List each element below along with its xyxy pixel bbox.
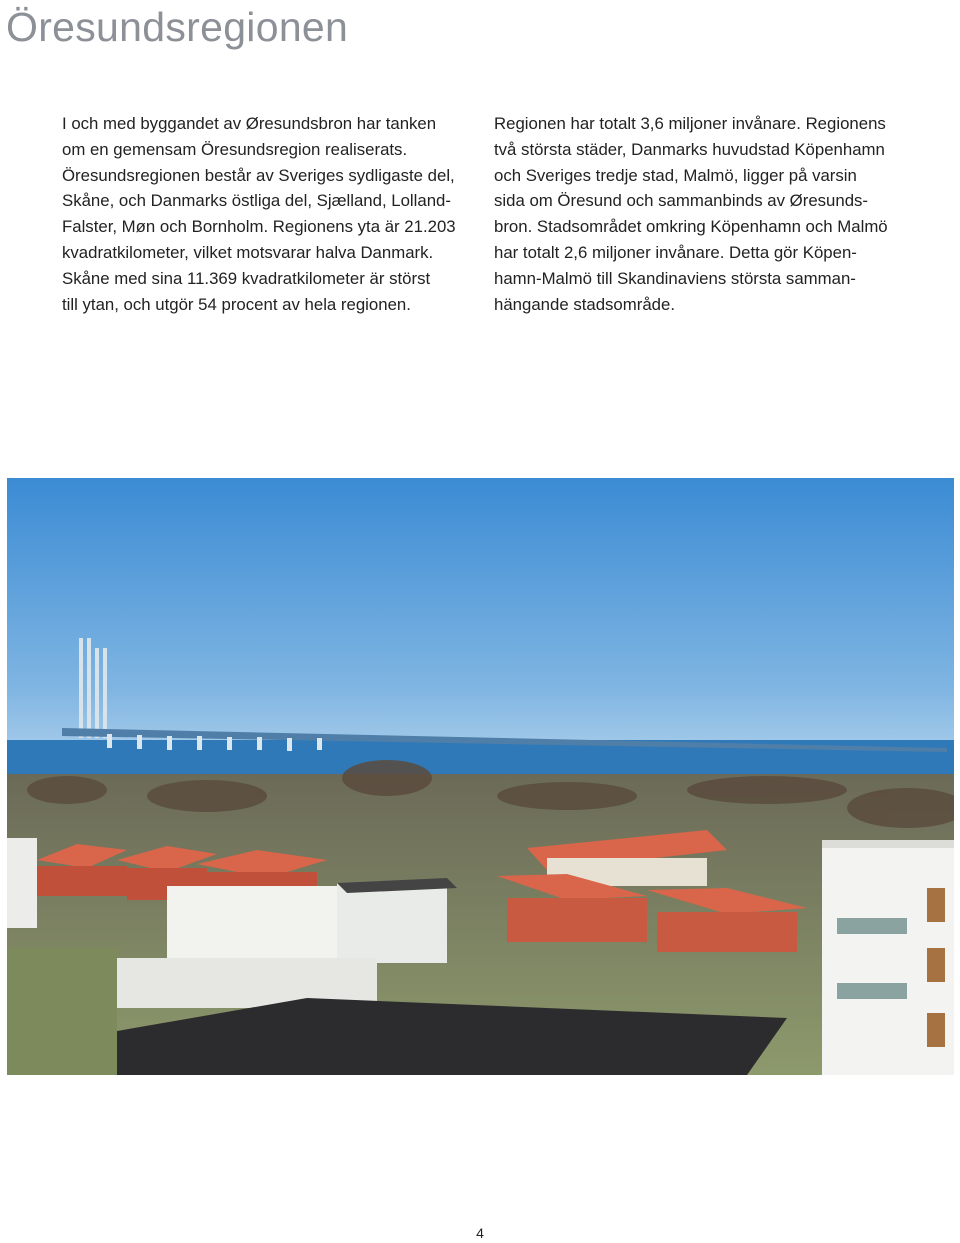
apartment-building xyxy=(822,840,954,1075)
text-line: Skåne med sina 11.369 kvadratkilometer är störst xyxy=(62,268,431,288)
text-line: Skåne, och Danmarks östliga del, Sjælland, Lolland- xyxy=(62,191,451,211)
text-line: och Sveriges tredje stad, Malmö, ligger på varsin xyxy=(494,165,857,185)
text-line: två största städer, Danmarks huvudstad Köpenhamn xyxy=(494,139,885,159)
text-line: Falster, Møn och Bornholm. Regionens yta är 21.203 xyxy=(62,217,456,237)
sky xyxy=(7,478,954,758)
page-title: Öresundsregionen xyxy=(6,4,349,50)
text-line: Regionen har totalt 3,6 miljoner invånare. Regionens xyxy=(494,114,886,133)
intro-text-right xyxy=(494,111,924,317)
text-line: I och med byggandet av Øresundsbron har tanken xyxy=(62,114,437,133)
text-line: Öresundsregionen består av Sveriges sydligaste del, xyxy=(62,165,455,185)
text-line: kvadratkilometer, vilket motsvarar halva Danmark. xyxy=(62,242,434,262)
text-line: har totalt 2,6 miljoner invånare. Detta gör Köpen- xyxy=(494,242,857,262)
text-line: bron. Stadsområdet omkring Köpenhamn och Malmö xyxy=(494,217,888,237)
text-line: till ytan, och utgör 54 procent av hela regionen. xyxy=(62,294,411,314)
grass xyxy=(7,948,117,1075)
text-line: sida om Öresund och sammanbinds av Øresunds- xyxy=(494,191,869,211)
page-number: 4 xyxy=(476,1225,484,1241)
intro-text-left xyxy=(62,111,482,317)
text-line: om en gemensam Öresundsregion realiserats. xyxy=(62,139,408,159)
text-line: hängande stadsområde. xyxy=(494,294,675,314)
text-line: hamn-Malmö till Skandinaviens största samman- xyxy=(494,268,856,288)
bridge-photo xyxy=(7,478,954,1075)
